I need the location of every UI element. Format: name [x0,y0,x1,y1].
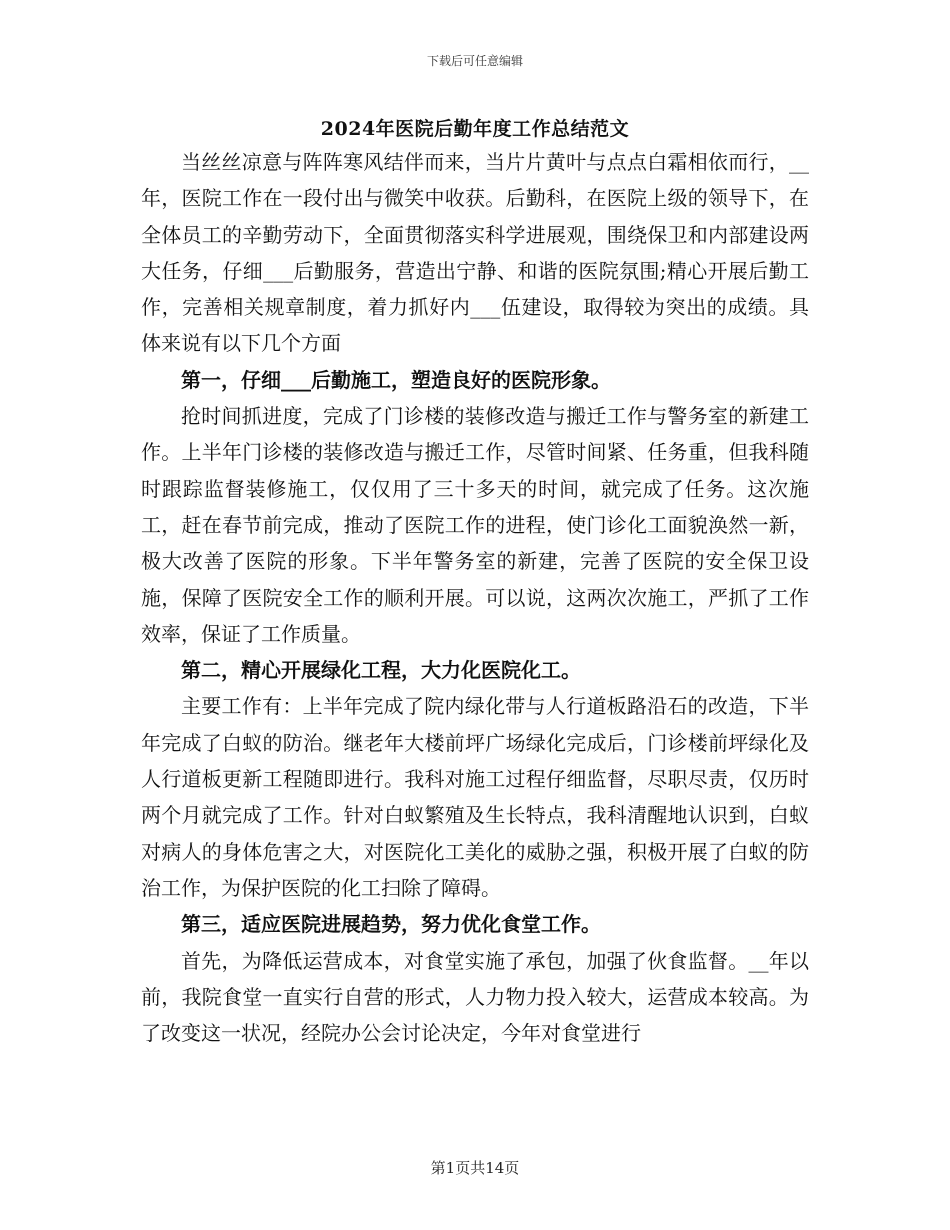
section-heading-1: 第一，仔细___后勤施工，塑造良好的医院形象。 [181,367,611,392]
section-heading-2: 第二，精心开展绿化工程，大力化医院化工。 [181,658,581,683]
document-body [141,144,809,1051]
page-header-note: 下载后可任意编辑 [426,54,523,68]
section-2-paragraph: 主要工作有：上半年完成了院内绿化带与人行道板路沿石的改造，下半年完成了白蚁的防治。继老年大楼前坪广场绿化完成后，门诊楼前坪绿化及人行道板更新工程随即进行。我科对施工过程仔细监督，尽职尽责，仅历时两个月就完成了工作。针对白蚁繁殖及生长特点，我科清醒地认识到，白蚁对病人的身体危害之大，对医院化工美化的威胁之强，积极开展了白蚁的防治工作，为保护医院的化工扫除了障碍。 [141,694,809,900]
intro-paragraph: 当丝丝凉意与阵阵寒风结伴而来，当片片黄叶与点点白霜相依而行，__年，医院工作在一段付出与微笑中收获。后勤科，在医院上级的领导下，在全体员工的辛勤劳动下，全面贯彻落实科学进展观，围绕保卫和内部建设两大任务，仔细___后勤服务，营造出宁静、和谐的医院氛围;精心开展后勤工作，完善相关规章制度，着力抓好内___伍建设，取得较为突出的成绩。具体来说有以下几个方面 [141,150,809,356]
page-number: 第1页共14页 [430,1159,520,1177]
section-1-paragraph: 抢时间抓进度，完成了门诊楼的装修改造与搬迁工作与警务室的新建工作。上半年门诊楼的装修改造与搬迁工作，尽管时间紧、任务重，但我科随时跟踪监督装修施工，仅仅用了三十多天的时间，就完成了任务。这次施工，赶在春节前完成，推动了医院工作的进程，使门诊化工面貌涣然一新，极大改善了医院的形象。下半年警务室的新建，完善了医院的安全保卫设施，保障了医院安全工作的顺利开展。可以说，这两次次施工，严抓了工作效率，保证了工作质量。 [141,404,809,646]
section-heading-3: 第三，适应医院进展趋势，努力优化食堂工作。 [181,912,601,937]
document-title: 2024年医院后勤年度工作总结范文 [320,118,630,140]
section-3-paragraph: 首先，为降低运营成本，对食堂实施了承包，加强了伙食监督。__年以前，我院食堂一直实行自营的形式，人力物力投入较大，运营成本较高。为了改变这一状况，经院办公会讨论决定，今年对食堂进行 [141,948,809,1046]
